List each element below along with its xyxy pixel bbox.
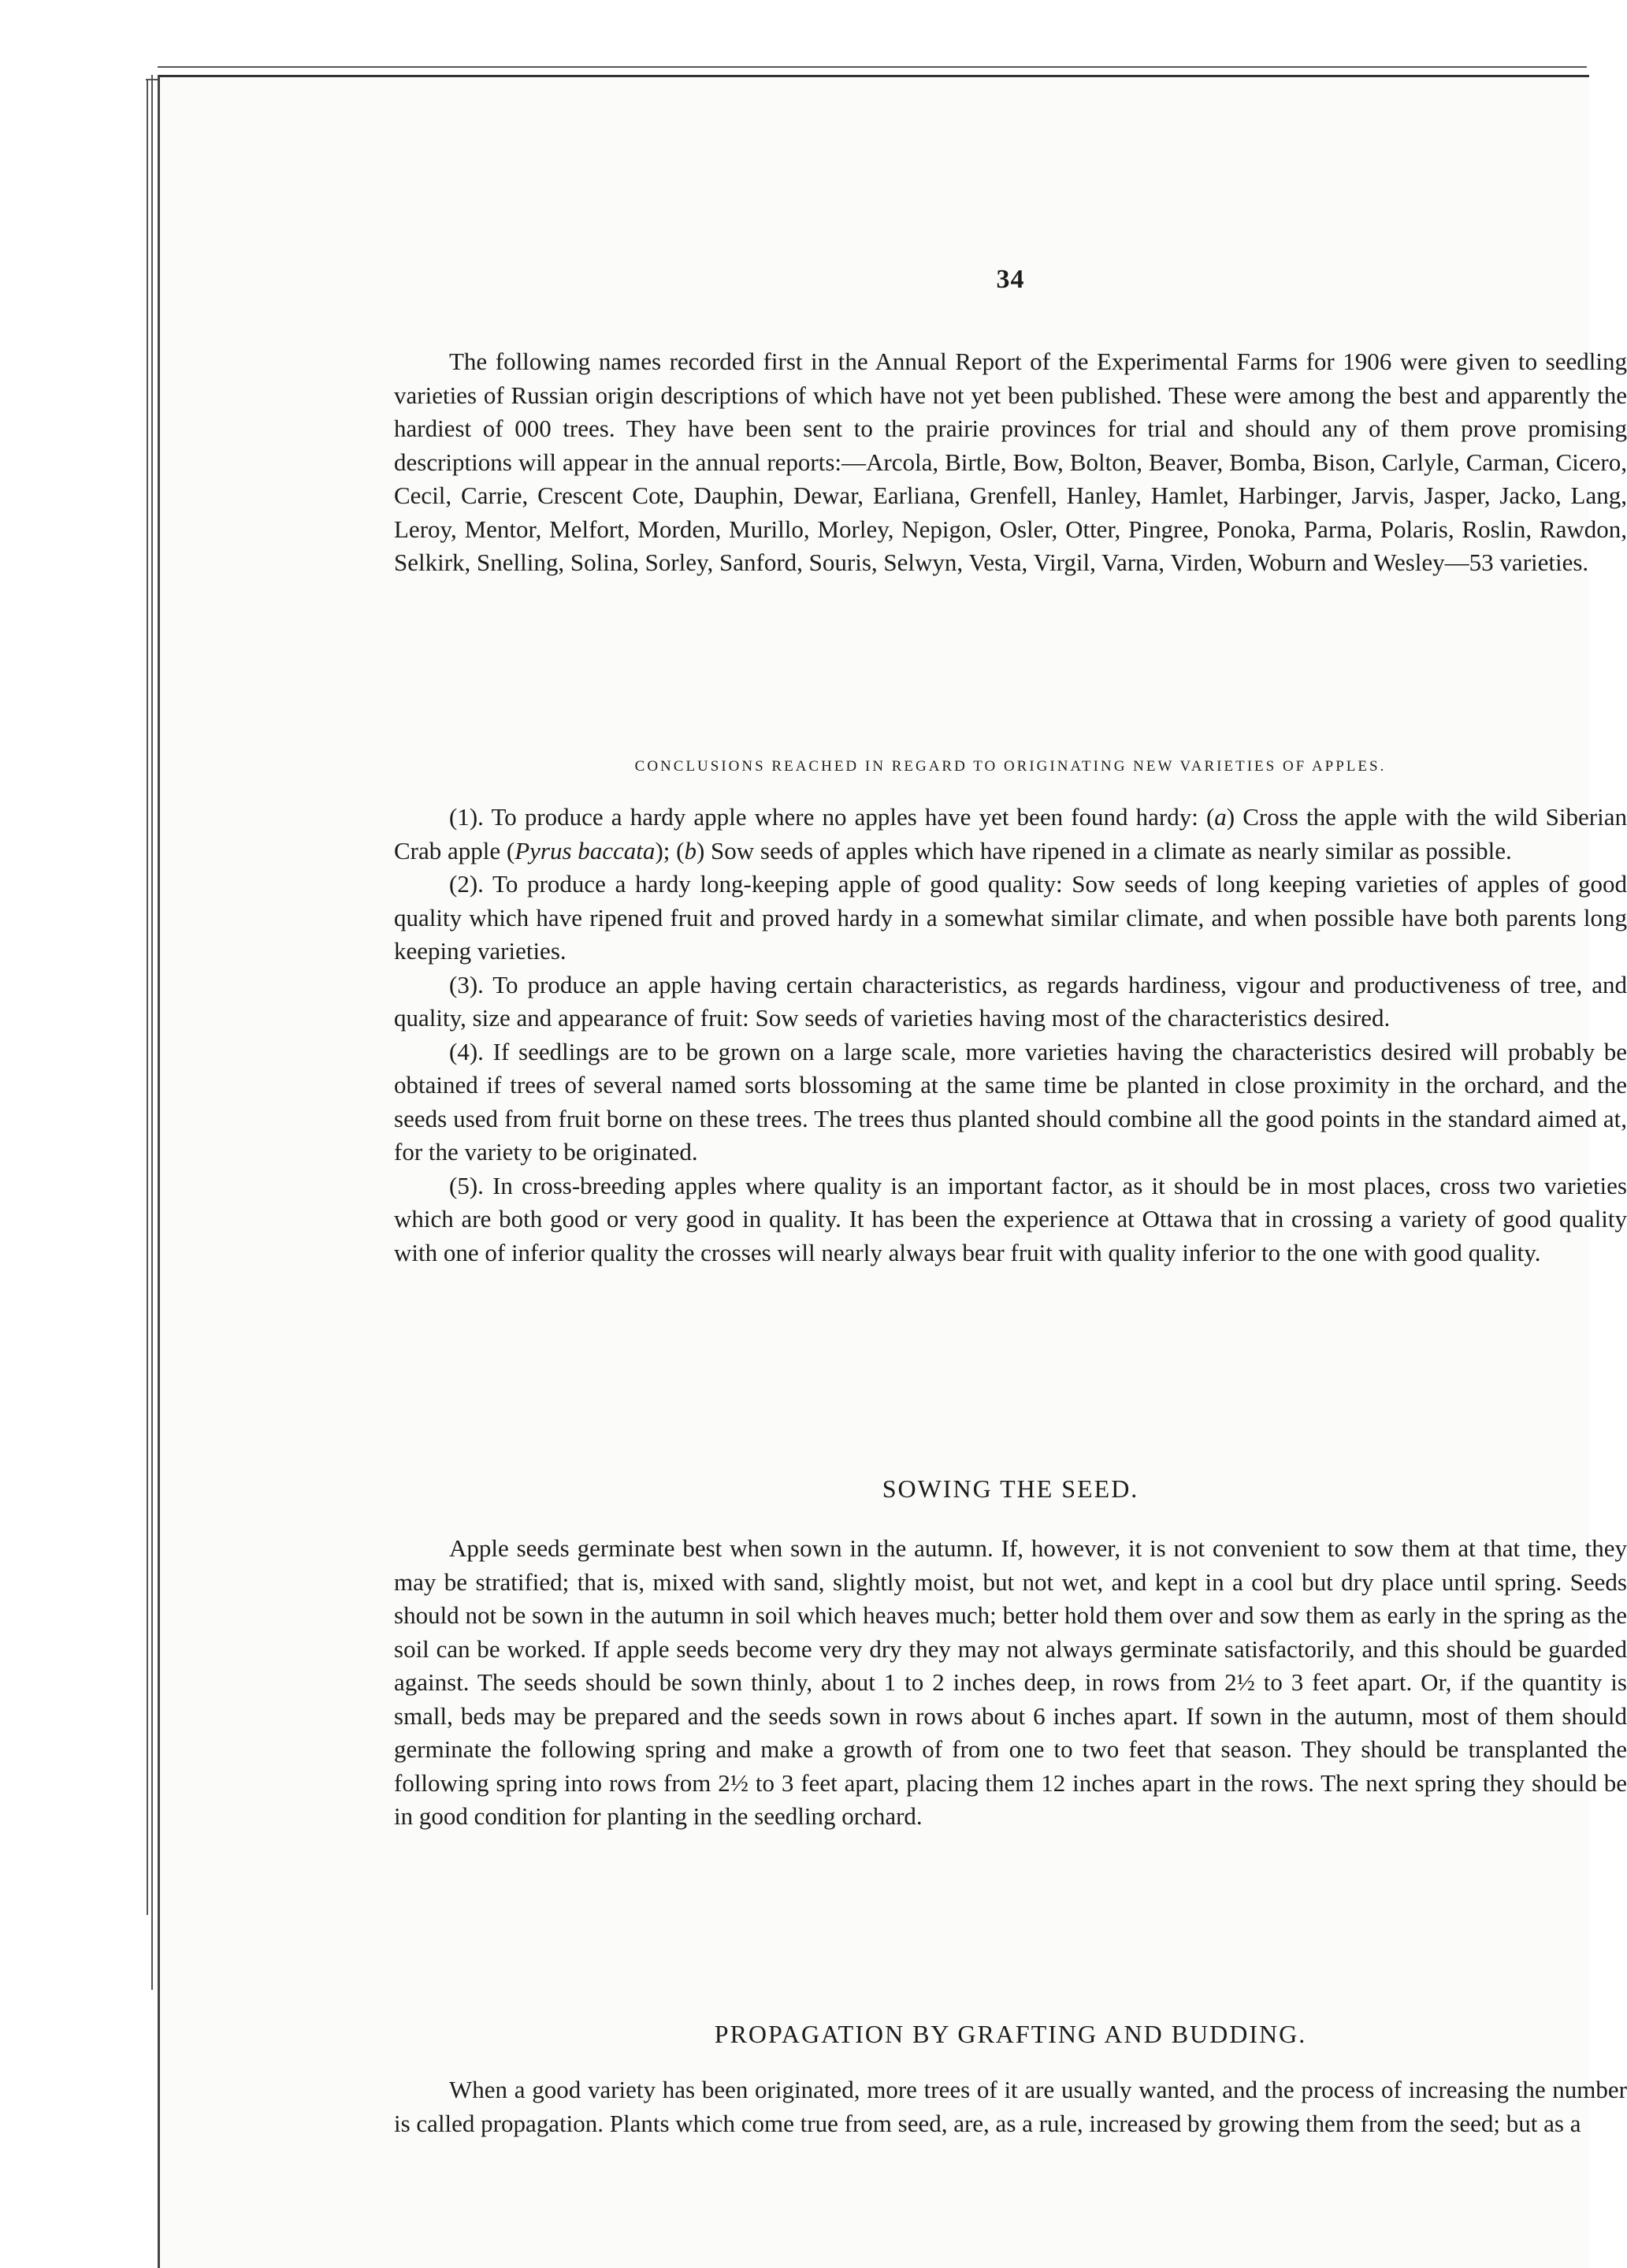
conclusion-item-4: (4). If seedlings are to be grown on a large scale, more varieties having the characteristics desired will probably be obtained if trees of several named sorts blossoming at the same time be planted in close proximity in the orchard, and the seeds used from fruit borne on these trees. The trees thus planted should combine all the good points in the standard aimed at, for the variety to be originated. [394, 1037, 1627, 1166]
conclusion-1-em-a: a [1214, 803, 1227, 831]
sowing-heading: SOWING THE SEED. [882, 1474, 1139, 1503]
conclusion-item-5: (5). In cross-breeding apples where quality is an important factor, as it should be in most places, cross two varieties which are both good or very good in quality. It has been the experience at Ottawa that in crossing a variety of good quality with one of inferior quality the crosses will nearly always bear fruit with quality inferior to the one with good quality. [394, 1171, 1627, 1266]
sowing-paragraph: Apple seeds germinate best when sown in the autumn. If, however, it is not convenient to sow them at that time, they may be stratified; that is, mixed with sand, slightly moist, but not wet, and kept in a cool but dry place until spring. Seeds should not be sown in the autumn in soil which heaves much; better hold them over and sow them as early in the spring as the soil can be worked. If apple seeds become very dry they may not always germinate satisfactorily, and this should be guarded against. The seeds should be sown thinly, about 1 to 2 inches deep, in rows from 2½ to 3 feet apart. Or, if the quantity is small, beds may be prepared and the seeds sown in rows about 6 inches apart. If sown in the autumn, most of them should germinate the following spring and make a growth of from one to two feet that season. They should be transplanted the following spring into rows from 2½ to 3 feet apart, placing them 12 inches apart in the rows. The next spring they should be in good condition for planting in the seedling orchard. [394, 1534, 1627, 1830]
propagation-heading: PROPAGATION BY GRAFTING AND BUDDING. [714, 2020, 1307, 2048]
conclusion-1-em-b: Pyrus baccata [514, 836, 656, 864]
page-edge-left-2 [151, 75, 153, 1990]
conclusions-heading: CONCLUSIONS REACHED IN REGARD TO ORIGINATING NEW VARIETIES OF APPLES. [634, 758, 1387, 775]
document-page [158, 75, 1627, 2268]
conclusions-list [394, 801, 1627, 1270]
conclusion-1-em-c: b [684, 836, 696, 864]
conclusion-item-3: (3). To produce an apple having certain characteristics, as regards hardiness, vigour and productiveness of tree, and quality, size and appearance of fruit: Sow seeds of varieties having most of the characteristics desired. [394, 970, 1627, 1032]
conclusion-1-text-d: ) Sow seeds of apples which have ripened in a climate as nearly similar as possible. [696, 836, 1512, 864]
conclusion-item-2: (2). To produce a hardy long-keeping apple of good quality: Sow seeds of long keeping varieties of apples of good quality which have ripened fruit and proved hardy in a somewhat similar climate, and when possible have both parents long keeping varieties. [394, 870, 1627, 965]
conclusion-1-text-b: ) Cross the apple with the wild Siberian Crab apple ( [394, 803, 1627, 864]
conclusion-1-text-c: ); ( [655, 836, 685, 864]
intro-paragraph: The following names recorded first in the Annual Report of the Experimental Farms for 1906 were given to seedling varieties of Russian origin descriptions of which have not yet been published. These were among the best and apparently the hardiest of 000 trees. They have been sent to the prairie provinces for trial and should any of them prove promising descriptions will appear in the annual reports:—Arcola, Birtle, Bow, Bolton, Beaver, Bomba, Bison, Carlyle, Carman, Cicero, Cecil, Carrie, Crescent Cote, Dauphin, Dewar, Earliana, Grenfell, Hanley, Hamlet, Harbinger, Jarvis, Jasper, Jacko, Lang, Leroy, Mentor, Melfort, Morden, Murillo, Morley, Nepigon, Osler, Otter, Pingree, Ponoka, Parma, Polaris, Roslin, Rawdon, Selkirk, Snelling, Solina, Sorley, Sanford, Souris, Selwyn, Vesta, Virgil, Varna, Virden, Woburn and Wesley—53 varieties. [394, 348, 1627, 576]
conclusion-1-text-a: (1). To produce a hardy apple where no apples have yet been found hardy: ( [449, 803, 1215, 831]
conclusion-item-1 [394, 801, 1627, 868]
page-number: 34 [996, 265, 1025, 294]
page-edge-top [158, 66, 1587, 68]
page-edge-left-1 [147, 79, 148, 1915]
propagation-paragraph: When a good variety has been originated, more trees of it are usually wanted, and the process of increasing the number is called propagation. Plants which come true from seed, are, as a rule, increased by growing them from the seed; but as a [394, 2076, 1627, 2137]
